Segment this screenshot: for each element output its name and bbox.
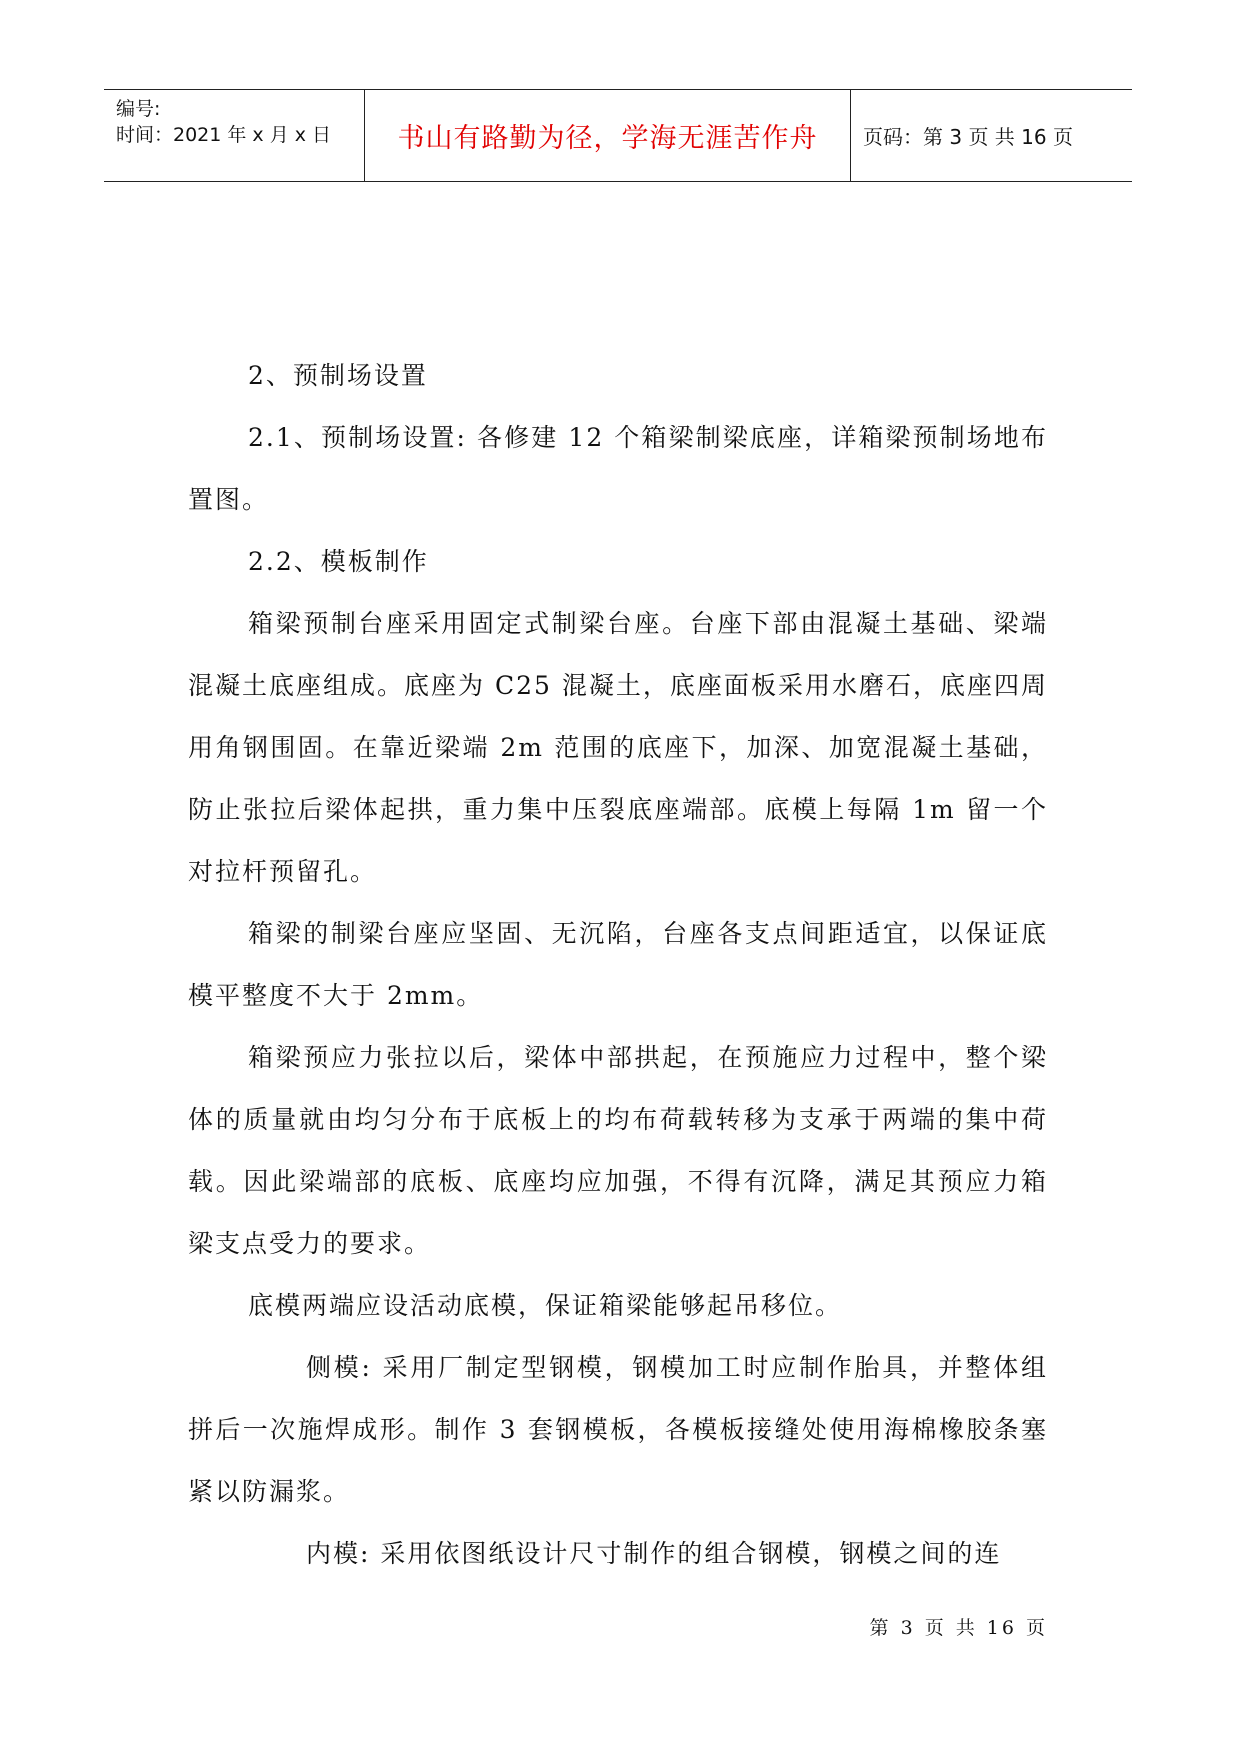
body-paragraph: 箱梁的制梁台座应坚固、无沉陷，台座各支点间距适宜，以保证底模平整度不大于 2mm。 xyxy=(188,919,1048,1010)
serial-number-label: 编号: xyxy=(116,98,161,120)
subsection-heading: 2.2、模板制作 xyxy=(248,547,429,576)
document-header xyxy=(104,89,1132,182)
body-paragraph: 底模两端应设活动底模，保证箱梁能够起吊移位。 xyxy=(248,1291,843,1320)
header-right-cell xyxy=(851,90,1132,181)
document-body xyxy=(188,345,1048,1585)
body-paragraph: 2.1、预制场设置: 各修建 12 个箱梁制梁底座，详箱梁预制场地布置图。 xyxy=(188,423,1048,514)
body-paragraph: 侧模: 采用厂制定型钢模，钢模加工时应制作胎具，并整体组拼后一次施焊成形。制作 3 套钢模板，各模板接缝处使用海棉橡胶条塞紧以防漏浆。 xyxy=(188,1353,1048,1506)
time-label: 时间：2021 年 x 月 x 日 xyxy=(116,124,332,146)
header-middle-cell xyxy=(365,90,851,181)
body-paragraph: 箱梁预应力张拉以后，梁体中部拱起，在预施应力过程中，整个梁体的质量就由均匀分布于底板上的均布荷载转移为支承于两端的集中荷载。因此梁端部的底板、底座均应加强，不得有沉降，满足其预应力箱梁支点受力的要求。 xyxy=(188,1043,1048,1258)
body-paragraph: 箱梁预制台座采用固定式制梁台座。台座下部由混凝土基础、梁端混凝土底座组成。底座为 C25 混凝土，底座面板采用水磨石，底座四周用角钢围固。在靠近梁端 2m 范围的底座下，加深、加宽混凝土基础，防止张拉后梁体起拱，重力集中压裂底座端部。底模上每隔 1m 留一个对拉杆预留孔。 xyxy=(188,609,1048,886)
header-page-info: 页码：第 3 页 共 16 页 xyxy=(863,125,1073,149)
header-motto: 书山有路勤为径，学海无涯苦作舟 xyxy=(397,123,818,154)
header-left-cell xyxy=(104,90,365,181)
section-heading: 2、预制场设置 xyxy=(248,361,428,390)
body-paragraph: 内模: 采用依图纸设计尺寸制作的组合钢模，钢模之间的连 xyxy=(306,1539,1002,1568)
page-footer: 第 3 页 共 16 页 xyxy=(869,1617,1048,1639)
